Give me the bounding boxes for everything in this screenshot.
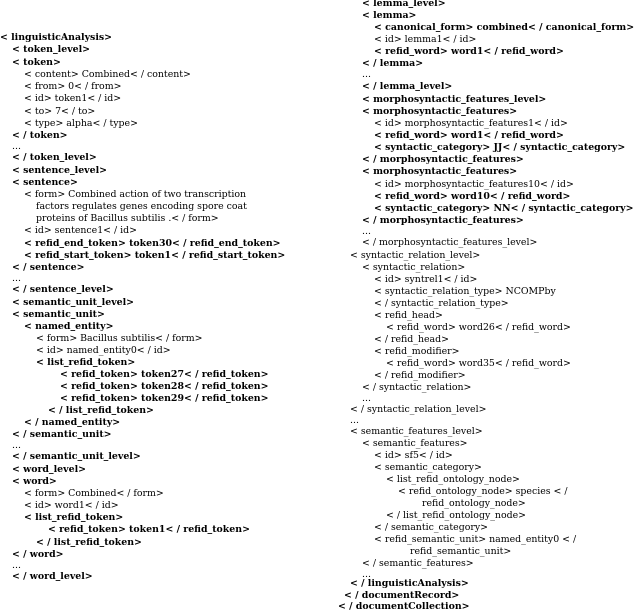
xml-line: < id> morphosyntactic_features1< / id>	[374, 118, 568, 129]
xml-line: < canonical_form> combined< / canonical_form>	[374, 22, 635, 33]
xml-line: < syntactic_relation_type> NCOMPby	[374, 286, 556, 297]
xml-line: < from> 0< / from>	[24, 81, 122, 92]
xml-line: < refid_start_token> token1< / refid_start_token>	[24, 250, 286, 261]
xml-line: < refid_word> word26< / refid_word>	[386, 322, 571, 333]
xml-line: < refid_semantic_unit> named_entity0 < /	[374, 534, 577, 545]
xml-line: < content> Combined< / content>	[24, 69, 191, 80]
xml-line: < / linguisticAnalysis>	[350, 578, 469, 589]
xml-line: < linguisticAnalysis>	[0, 32, 113, 43]
xml-line: < id> named_entity0< / id>	[36, 345, 171, 356]
xml-line: < / semantic_unit>	[12, 429, 112, 440]
xml-line: < / documentCollection>	[338, 601, 470, 612]
xml-line: < refid_token> token28< / refid_token>	[60, 381, 269, 392]
xml-line: < refid_token> token29< / refid_token>	[60, 393, 269, 404]
xml-line: < form> Bacillus subtilis< / form>	[36, 333, 203, 344]
xml-line: < / word>	[12, 549, 64, 560]
xml-line: < semantic_features_level>	[350, 426, 483, 437]
xml-line: < refid_word> word35< / refid_word>	[386, 358, 571, 369]
xml-line: < refid_word> word10< / refid_word>	[374, 191, 571, 202]
xml-line: < form> Combined action of two transcription	[24, 189, 247, 200]
xml-line: < refid_modifier>	[374, 346, 460, 357]
xml-line: < lemma>	[362, 10, 417, 21]
xml-line: < / sentence_level>	[12, 284, 114, 295]
xml-line: < / semantic_category>	[374, 522, 488, 533]
xml-line: < / list_refid_token>	[48, 405, 154, 416]
xml-ellipsis: ...	[12, 560, 21, 571]
xml-line: < / word_level>	[12, 571, 93, 582]
xml-line: < / token>	[12, 130, 68, 141]
xml-line: < id> sf5< / id>	[374, 450, 453, 461]
xml-line: < to> 7< / to>	[24, 106, 96, 117]
xml-line: < refid_token> token27< / refid_token>	[60, 369, 269, 380]
xml-line: < / lemma>	[362, 58, 424, 69]
xml-line: < id> syntrel1< / id>	[374, 274, 478, 285]
xml-line: < token_level>	[12, 44, 91, 55]
xml-line: < syntactic_category> NN< / syntactic_category>	[374, 203, 634, 214]
xml-line: < / documentRecord>	[344, 590, 460, 601]
xml-line: < list_refid_ontology_node>	[386, 474, 520, 485]
xml-line: < list_refid_token>	[36, 357, 136, 368]
xml-ellipsis: ...	[362, 226, 371, 237]
xml-line: < semantic_unit>	[12, 309, 105, 320]
xml-line: < / refid_modifier>	[374, 370, 466, 381]
xml-line: < form> Combined< / form>	[24, 488, 164, 499]
xml-line: < / sentence>	[12, 262, 85, 273]
xml-line: < id> sentence1< / id>	[24, 225, 138, 236]
xml-line: < morphosyntactic_features>	[362, 106, 518, 117]
xml-line: < / list_refid_ontology_node>	[386, 510, 527, 521]
xml-ellipsis: ...	[12, 273, 21, 284]
xml-line: < refid_word> word1< / refid_word>	[374, 46, 564, 57]
xml-ellipsis: ...	[12, 440, 21, 451]
xml-line: < / morphosyntactic_features_level>	[362, 237, 538, 248]
xml-line: < id> morphosyntactic_features10< / id>	[374, 179, 574, 190]
xml-line: < / named_entity>	[24, 417, 121, 428]
xml-line: < syntactic_category> JJ< / syntactic_category>	[374, 142, 626, 153]
xml-line: < / lemma_level>	[362, 81, 453, 92]
xml-line: < word>	[12, 476, 57, 487]
xml-line: < refid_end_token> token30< / refid_end_token>	[24, 238, 281, 249]
xml-line: < id> word1< / id>	[24, 500, 119, 511]
xml-line: < / morphosyntactic_features>	[362, 215, 524, 226]
xml-line: < morphosyntactic_features_level>	[362, 94, 547, 105]
xml-line: refid_semantic_unit>	[410, 546, 512, 557]
xml-line: < morphosyntactic_features>	[362, 166, 518, 177]
xml-line: < / syntactic_relation_type>	[374, 298, 509, 309]
xml-line: < word_level>	[12, 464, 86, 475]
xml-ellipsis: ...	[12, 141, 21, 152]
xml-line: < semantic_category>	[374, 462, 482, 473]
xml-line: < list_refid_token>	[24, 512, 124, 523]
xml-line: < refid_word> word1< / refid_word>	[374, 130, 564, 141]
xml-line: < lemma_level>	[362, 0, 446, 9]
xml-line: < token>	[12, 57, 61, 68]
xml-ellipsis: ...	[362, 69, 371, 80]
xml-ellipsis: ...	[362, 393, 371, 404]
xml-line: < sentence_level>	[12, 165, 108, 176]
xml-line: factors regulates genes encoding spore coat	[36, 201, 247, 212]
xml-line: < syntactic_relation_level>	[350, 250, 481, 261]
xml-line: < refid_head>	[374, 310, 443, 321]
xml-line: < / token_level>	[12, 152, 97, 163]
xml-line: refid_ontology_node>	[422, 498, 526, 509]
xml-line: < semantic_unit_level>	[12, 297, 135, 308]
xml-line: < / syntactic_relation>	[362, 382, 472, 393]
xml-line: < syntactic_relation>	[362, 262, 466, 273]
xml-line: proteins of Bacillus subtilis .< / form>	[36, 213, 219, 224]
xml-line: < id> lemma1< / id>	[374, 34, 477, 45]
xml-ellipsis: ...	[362, 569, 371, 580]
xml-line: < named_entity>	[24, 321, 114, 332]
xml-line: < / semantic_features>	[362, 558, 474, 569]
xml-line: < semantic_features>	[362, 438, 468, 449]
xml-line: < type> alpha< / type>	[24, 118, 138, 129]
xml-line: < / syntactic_relation_level>	[350, 404, 487, 415]
xml-ellipsis: ...	[350, 415, 359, 426]
xml-line: < refid_token> token1< / refid_token>	[48, 524, 250, 535]
xml-line: < / morphosyntactic_features>	[362, 154, 524, 165]
xml-line: < sentence>	[12, 177, 78, 188]
xml-line: < refid_ontology_node> species < /	[398, 486, 568, 497]
xml-line: < id> token1< / id>	[24, 93, 122, 104]
xml-line: < / refid_head>	[374, 334, 449, 345]
xml-line: < / list_refid_token>	[36, 537, 142, 548]
xml-line: < / semantic_unit_level>	[12, 451, 141, 462]
